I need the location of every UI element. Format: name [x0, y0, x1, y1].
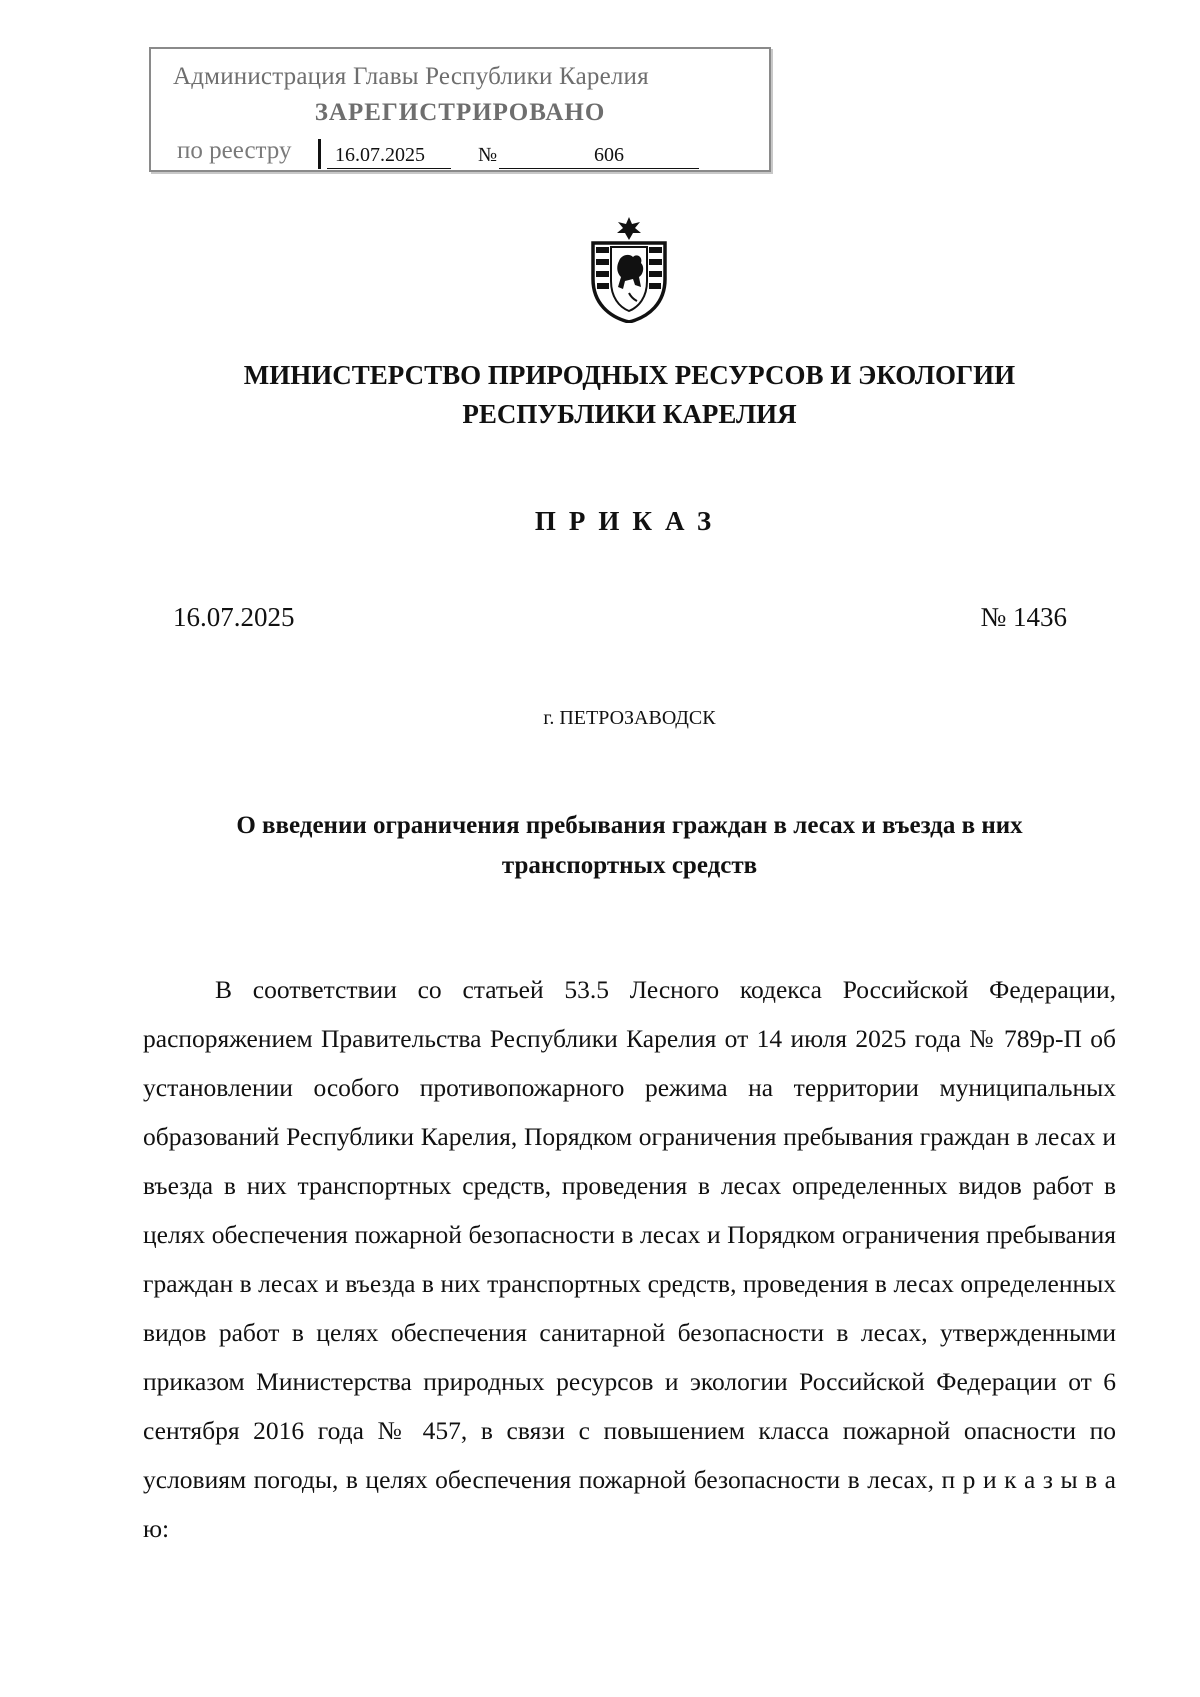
city-label: г. ПЕТРОЗАВОДСК	[543, 707, 716, 729]
stamp-number: 606	[594, 144, 624, 166]
order-date: 16.07.2025	[173, 602, 295, 632]
stamp-cursor-bar	[318, 139, 321, 169]
stamp-number-sign: №	[478, 144, 498, 166]
stamp-register-label: по реестру	[177, 137, 292, 164]
stamp-date-underline	[327, 168, 451, 169]
ministry-title-line2: РЕСПУБЛИКИ КАРЕЛИЯ	[462, 399, 797, 429]
stamp-number-underline	[499, 168, 699, 169]
stamp-authority: Администрация Главы Республики Карелия	[173, 63, 649, 90]
document-type: ПРИКАЗ	[534, 506, 725, 536]
order-subject-line1: О введении ограничения пребывания граждан в лесах и въезда в них	[236, 812, 1023, 839]
ministry-title	[0, 356, 1200, 434]
stamp-date: 16.07.2025	[335, 144, 425, 166]
registration-stamp	[149, 47, 771, 172]
ministry-title-line1: МИНИСТЕРСТВО ПРИРОДНЫХ РЕСУРСОВ И ЭКОЛОГИИ	[243, 360, 1016, 390]
karelia-coat-of-arms-icon	[585, 217, 673, 323]
body-paragraph: В соответствии со статьей 53.5 Лесного кодекса Российской Федерации, распоряжением Правительства Республики Карелия от 14 июля 2025 года № 789р-П об установлении особого противопожарного режима на территории муниципальных образований Республики Карелия, Порядком ограничения пребывания граждан в лесах и въезда в них транспортных средств, проведения в лесах определенных видов работ в целях обеспечения пожарной безопасности в лесах и Порядком ограничения пребывания граждан в лесах и въезда в них транспортных средств, проведения в лесах определенных видов работ в целях обеспечения санитарной безопасности в лесах, утвержденными приказом Министерства природных ресурсов и экологии Российской Федерации от 6 сентября 2016 года № 457, в связи с повышением класса пожарной опасности по условиям погоды, в целях обеспечения пожарной безопасности в лесах, п р и к а з ы в а ю:	[143, 975, 1116, 1543]
order-subject	[143, 806, 1116, 886]
order-number: № 1436	[980, 602, 1067, 632]
stamp-status: ЗАРЕГИСТРИРОВАНО	[314, 99, 606, 126]
order-subject-line2: транспортных средств	[501, 852, 758, 879]
